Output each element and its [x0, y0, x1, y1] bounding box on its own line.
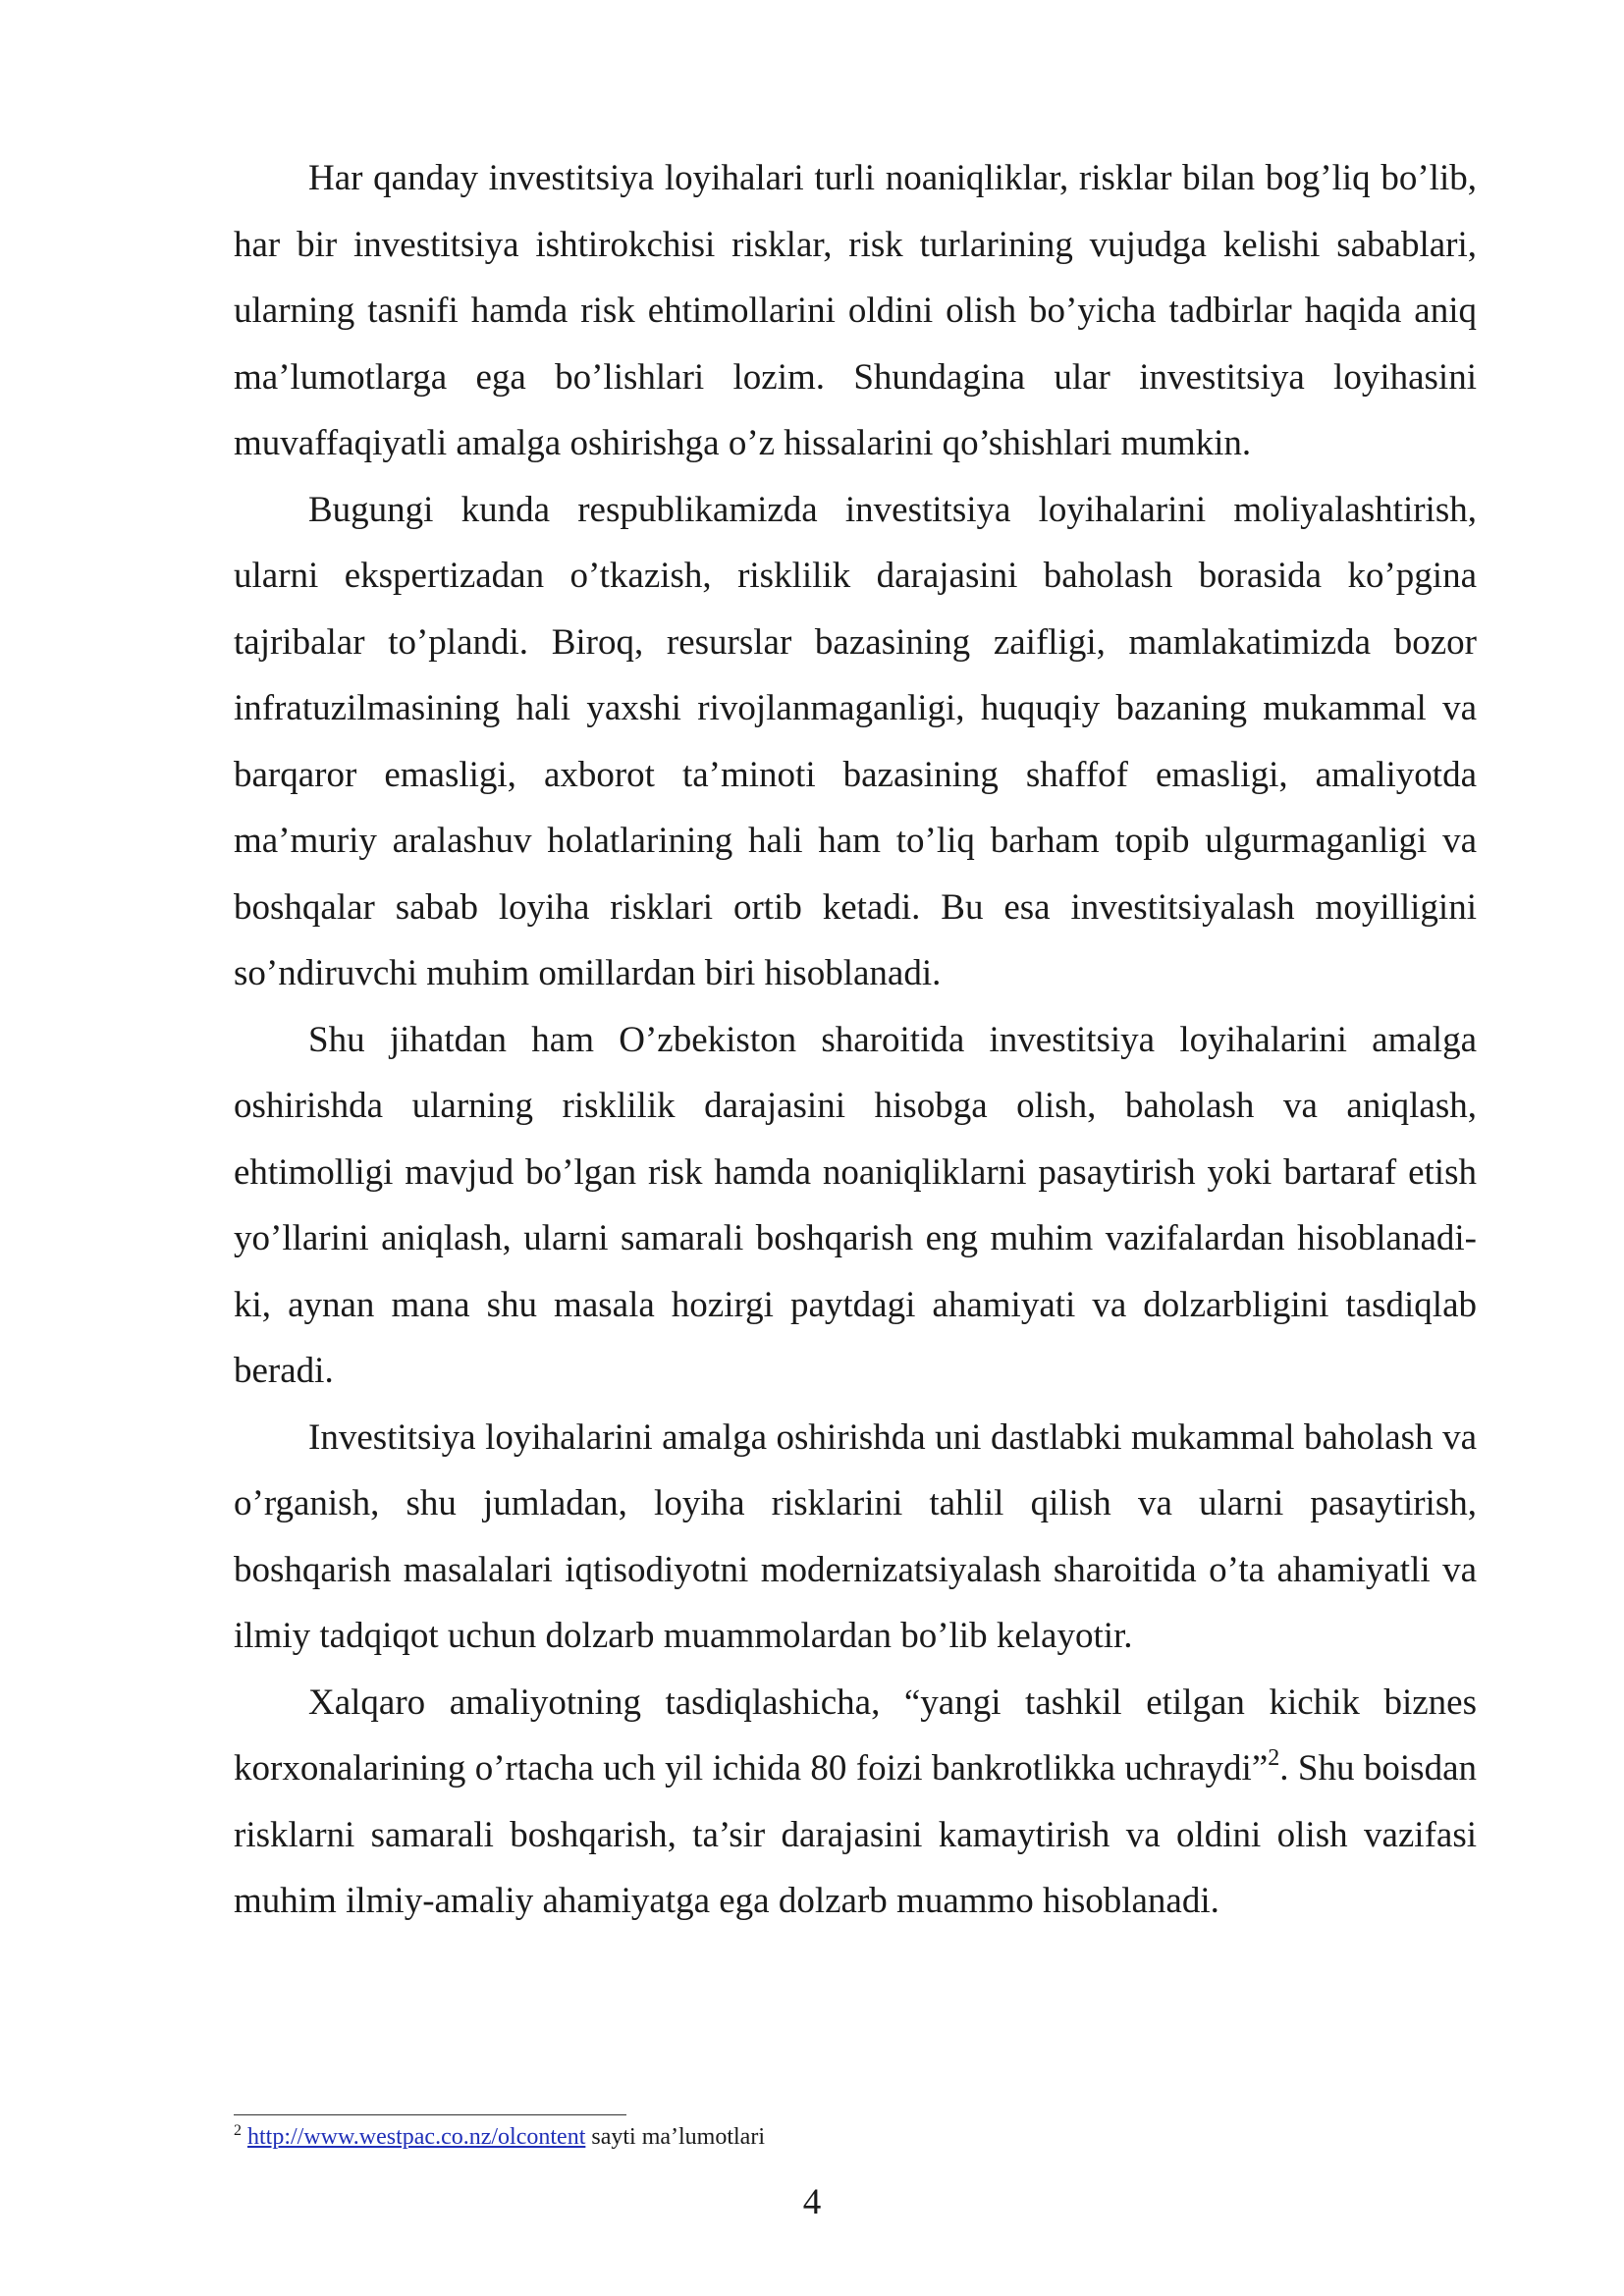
footnote-link[interactable]: http://www.westpac.co.nz/olcontent — [247, 2124, 586, 2150]
body-text — [234, 145, 1477, 1935]
footnote-text: sayti ma’lumotlari — [585, 2124, 765, 2150]
paragraph-5-text-b: . Shu boisdan risklarni samarali boshqarish, ta’sir darajasini kamaytirish va oldini olish vazifasi muhim ilmiy-amaliy ahamiyatga ega dolzarb muammo hisoblanadi. — [234, 1748, 1477, 1921]
paragraph-5 — [234, 1670, 1477, 1935]
footnote — [234, 2122, 765, 2155]
paragraph-5-text-a: Xalqaro amaliyotning tasdiqlashicha, “yangi tashkil etilgan kichik biznes korxonalarining o’rtacha uch yil ichida 80 foizi bankrotlikka uchraydi” — [234, 1682, 1477, 1789]
footnote-separator — [234, 2114, 626, 2115]
page-number: 4 — [802, 2182, 822, 2222]
footnote-reference: 2 — [1268, 1745, 1280, 1771]
paragraph-2: Bugungi kunda respublikamizda investitsiya loyihalarini moliyalashtirish, ularni ekspertizadan o’tkazish, risklilik darajasini baholash borasida ko’pgina tajribalar to’plandi. Biroq, resurslar bazasining zaifligi, mamlakatimizda bozor infratuzilmasining hali yaxshi rivojlanmaganligi, huquqiy bazaning mukammal va barqaror emasligi, axborot ta’minoti bazasining shaffof emasligi, amaliyotda ma’muriy aralashuv holatlarining hali ham to’liq barham topib ulgurmaganligi va boshqalar sabab loyiha risklari ortib ketadi. Bu esa investitsiyalash moyilligini so’ndiruvchi muhim omillardan biri hisoblanadi. — [234, 489, 1477, 993]
paragraph-3: Shu jihatdan ham O’zbekiston sharoitida investitsiya loyihalarini amalga oshirishda ularning risklilik darajasini hisobga olish, baholash va aniqlash, ehtimolligi mavjud bo’lgan risk hamda noaniqliklarni pasaytirish yoki bartaraf etish yo’llarini aniqlash, ularni samarali boshqarish eng muhim vazifalardan hisoblanadi-ki, aynan mana shu masala hozirgi paytdagi ahamiyati va dolzarbligini tasdiqlab beradi. — [234, 1019, 1477, 1391]
footnote-mark: 2 — [234, 2122, 242, 2139]
paragraph-1: Har qanday investitsiya loyihalari turli noaniqliklar, risklar bilan bog’liq bo’lib, har bir investitsiya ishtirokchisi risklar, risk turlarining vujudga kelishi sabablari, ularning tasnifi hamda risk ehtimollarini oldini olish bo’yicha tadbirlar haqida aniq ma’lumotlarga ega bo’lishlari lozim. Shundagina ular investitsiya loyihasini muvaffaqiyatli amalga oshirishga o’z hissalarini qo’shishlari mumkin. — [234, 158, 1477, 463]
paragraph-4: Investitsiya loyihalarini amalga oshirishda uni dastlabki mukammal baholash va o’rganish, shu jumladan, loyiha risklarini tahlil qilish va ularni pasaytirish, boshqarish masalalari iqtisodiyotni modernizatsiyalash sharoitida o’ta ahamiyatli va ilmiy tadqiqot uchun dolzarb muammolardan bo’lib kelayotir. — [234, 1416, 1477, 1656]
